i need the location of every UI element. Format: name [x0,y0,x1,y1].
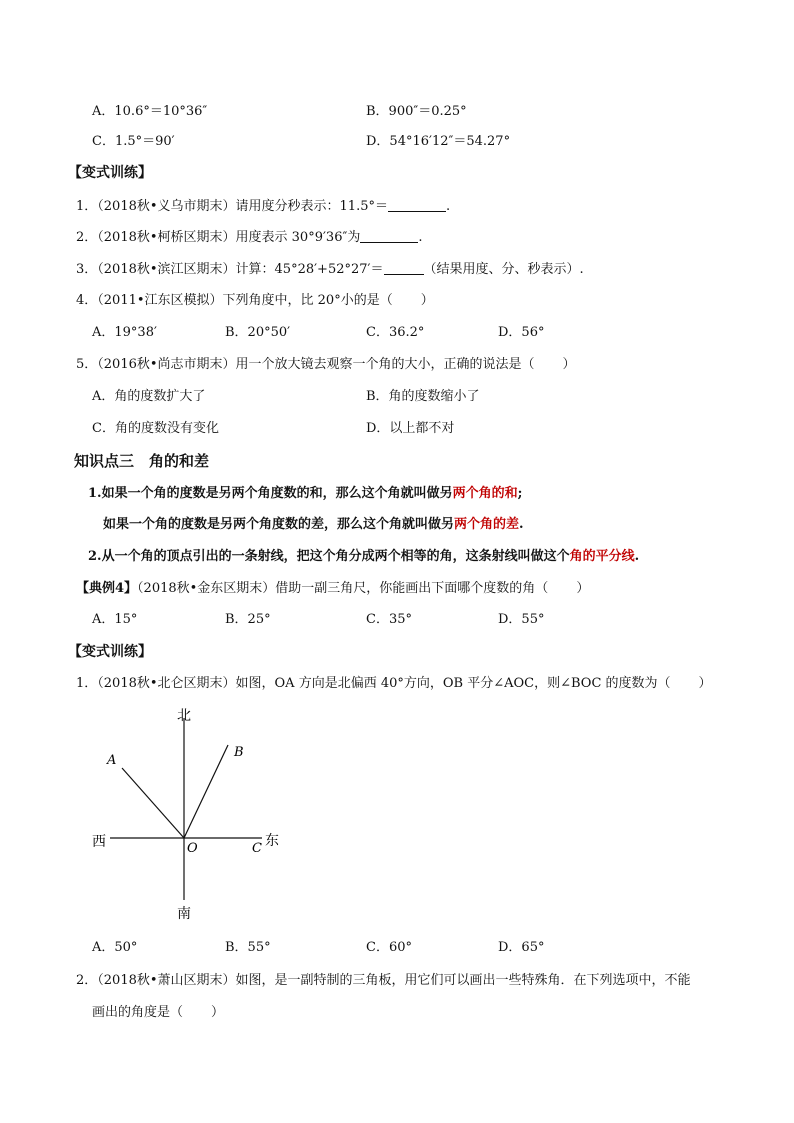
ray-oa [122,768,184,838]
ray-ob [184,745,228,838]
label-a: A [107,753,117,768]
answer-blank[interactable] [388,198,446,212]
option-b: B．25° [225,612,271,627]
option-d: D．以上都不对 [366,421,455,436]
label-north: 北 [177,708,191,724]
question-text: 4．（2011•江东区模拟）下列角度中，比 20°小的是（ [76,293,393,308]
question-text: 1．（2018秋•义乌市期末）请用度分秒表示：11.5°＝ [76,199,388,214]
section-heading: 【变式训练】 [68,165,152,181]
highlight-term: 角的平分线 [569,549,635,564]
question-2-continued: 画出的角度是（ ） [92,1005,225,1020]
option-a: A．15° [92,612,138,627]
option-a: A．角的度数扩大了 [92,389,206,404]
option-a: A．50° [92,940,138,955]
answer-blank[interactable] [360,229,418,243]
question-2: 2．（2018秋•萧山区期末）如图，是一副特制的三角板，用它们可以画出一些特殊角．在下列选项中，不能 [76,973,691,988]
option-a: A．10.6°＝10°36″ [92,104,208,119]
question-text: 5．（2016秋•尚志市期末）用一个放大镜去观察一个角的大小，正确的说法是（ [76,357,535,372]
question-text: 1．（2018秋•北仑区期末）如图，OA 方向是北偏西 40°方向，OB 平分∠AOC，则∠BOC 的度数为（ [76,676,671,691]
option-c: C．35° [366,612,412,627]
highlight-term: 两个角的和 [452,486,518,501]
knowledge-point-title: 知识点三 角的和差 [74,452,210,470]
question-text: 3．（2018秋•滨江区期末）计算：45°28′+52°27′＝ [76,262,384,277]
label-east: 东 [265,833,279,849]
definition-sum: 1.如果一个角的度数是另两个角度数的和，那么这个角就叫做另两个角的和; [88,486,523,501]
option-b: B．20°50′ [225,325,291,340]
option-c: C．36.2° [366,325,425,340]
question-3: 3．（2018秋•滨江区期末）计算：45°28′+52°27′＝ （结果用度、分、秒表示）. [76,262,584,277]
option-a: A．19°38′ [92,325,157,340]
example-4: 【典例4】（2018秋•金东区期末）借助一副三角尺，你能画出下面哪个度数的角（ ） [76,581,590,596]
label-south: 南 [177,906,191,922]
question-5: 5．（2016秋•尚志市期末）用一个放大镜去观察一个角的大小，正确的说法是（ ） [76,357,576,372]
option-d: D．65° [498,940,545,955]
question-4: 4．（2011•江东区模拟）下列角度中，比 20°小的是（ ） [76,293,434,308]
question-1: 1．（2018秋•北仑区期末）如图，OA 方向是北偏西 40°方向，OB 平分∠AOC，则∠BOC 的度数为（ ） [76,676,712,691]
option-d: D．56° [498,325,545,340]
section-heading: 【变式训练】 [68,644,152,660]
option-c: C．1.5°＝90′ [92,134,175,149]
label-b: B [234,745,244,760]
label-c: C [252,841,262,856]
example-label: 【典例4】 [76,581,138,596]
option-d: D．55° [498,612,545,627]
option-d: D．54°16′12″＝54.27° [366,134,511,149]
highlight-term: 两个角的差 [454,517,520,532]
definition-bisector: 2.从一个角的顶点引出的一条射线，把这个角分成两个相等的角，这条射线叫做这个角的平分线. [88,549,640,564]
definition-difference: 如果一个角的度数是另两个角度数的差，那么这个角就叫做另两个角的差. [103,517,524,532]
option-b: B．55° [225,940,271,955]
option-c: C．角的度数没有变化 [92,421,219,436]
option-b: B．角的度数缩小了 [366,389,480,404]
option-c: C．60° [366,940,412,955]
label-o: O [187,841,198,856]
answer-blank[interactable] [384,261,424,275]
example-text: （2018秋•金东区期末）借助一副三角尺，你能画出下面哪个度数的角（ [137,581,549,596]
label-west: 西 [92,834,106,850]
option-b: B．900″＝0.25° [366,104,467,119]
question-1: 1．（2018秋•义乌市期末）请用度分秒表示：11.5°＝ . [76,199,451,214]
direction-figure [80,700,300,930]
question-2: 2．（2018秋•柯桥区期末）用度表示 30°9′36″为 . [76,230,423,245]
question-text: 2．（2018秋•柯桥区期末）用度表示 30°9′36″为 [76,230,361,245]
